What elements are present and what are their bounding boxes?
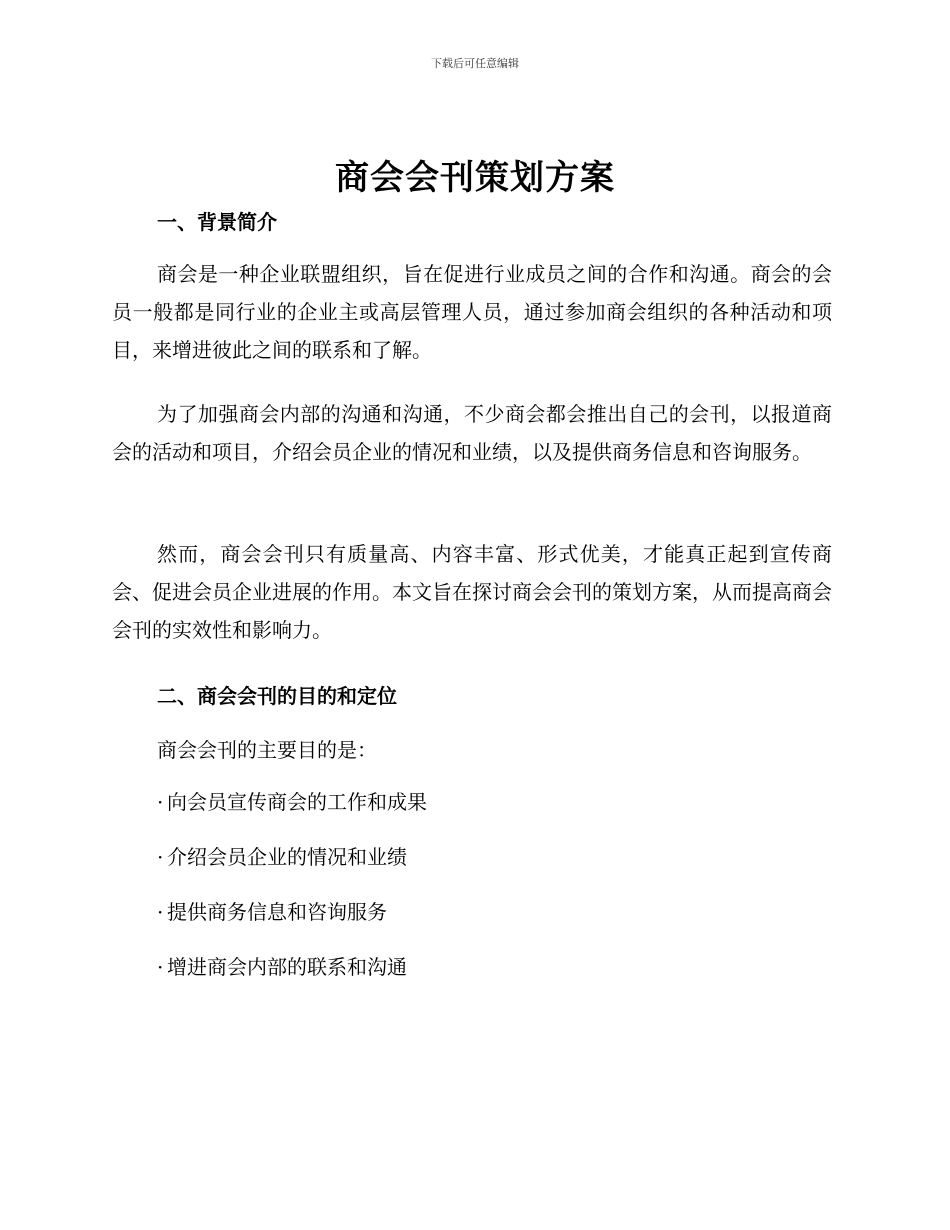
bullet-marker: ·: [157, 790, 164, 814]
page-header-note: 下载后可任意编辑: [431, 57, 519, 70]
list-item: [157, 788, 427, 843]
bullet-marker: ·: [157, 955, 164, 979]
section-heading-goals: 二、商会会刊的目的和定位: [157, 684, 397, 708]
section-heading-background: 一、背景简介: [157, 210, 277, 234]
paragraph-chamber-intro: 商会是一种企业联盟组织，旨在促进行业成员之间的合作和沟通。商会的会员一般都是同行业的企业主或高层管理人员，通过参加商会组织的各种活动和项目，来增进彼此之间的联系和了解。: [112, 262, 832, 362]
list-item-text: 向会员宣传商会的工作和成果: [167, 790, 427, 814]
list-item: [157, 898, 427, 953]
goals-list: [157, 788, 427, 1008]
list-item-text: 提供商务信息和咨询服务: [167, 900, 387, 924]
document-title: 商会会刊策划方案: [335, 158, 615, 198]
bullet-marker: ·: [157, 845, 164, 869]
paragraph-journal-purpose: 为了加强商会内部的沟通和沟通，不少商会都会推出自己的会刊，以报道商会的活动和项目，介绍会员企业的情况和业绩，以及提供商务信息和咨询服务。: [112, 402, 832, 464]
list-item: [157, 843, 427, 898]
list-item-text: 介绍会员企业的情况和业绩: [167, 845, 407, 869]
list-item-text: 增进商会内部的联系和沟通: [167, 955, 407, 979]
bullet-marker: ·: [157, 900, 164, 924]
goals-intro: 商会会刊的主要目的是：: [157, 738, 377, 762]
paragraph-journal-quality: 然而，商会会刊只有质量高、内容丰富、形式优美，才能真正起到宣传商会、促进会员企业进展的作用。本文旨在探讨商会会刊的策划方案，从而提高商会会刊的实效性和影响力。: [112, 542, 832, 642]
list-item: [157, 953, 427, 1008]
